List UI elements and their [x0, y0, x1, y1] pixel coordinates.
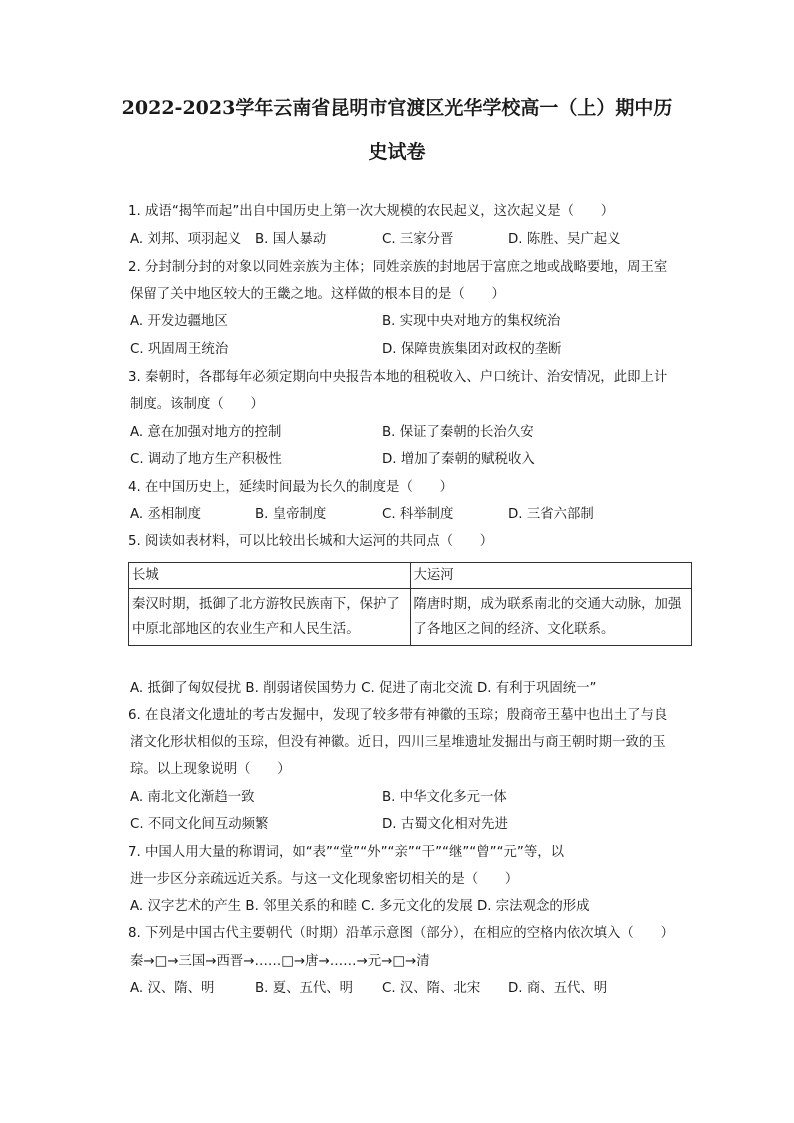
question-8-option-c: C. 汉、隋、北宋: [382, 981, 481, 996]
question-1-option-b: B. 国人暴动: [255, 232, 327, 247]
question-2-option-a: A. 开发边疆地区: [130, 314, 228, 329]
question-1-option-d: D. 陈胜、吴广起义: [508, 232, 621, 247]
question-6-option-a: A. 南北文化渐趋一致: [130, 790, 255, 805]
question-4-option-a: A. 丞相制度: [130, 507, 201, 522]
question-3-option-a: A. 意在加强对地方的控制: [130, 425, 282, 440]
question-6-stem-line-3: 琮。以上现象说明（ ）: [130, 762, 291, 777]
question-1-option-c: C. 三家分晋: [382, 232, 454, 247]
question-5-stem: 5. 阅读如表材料，可以比较出长城和大运河的共同点（ ）: [128, 534, 494, 549]
question-8-sequence: 秦→□→三国→西晋→……□→唐→……→元→□→清: [130, 954, 430, 969]
question-3-option-c: C. 调动了地方生产积极性: [130, 452, 282, 467]
question-7-stem-line-2: 进一步区分亲疏远近关系。与这一文化现象密切相关的是（ ）: [130, 872, 519, 887]
question-6-option-b: B. 中华文化多元一体: [382, 790, 507, 805]
exam-title-line-1: 2022-2023学年云南省昆明市官渡区光华学校高一（上）期中历: [121, 97, 673, 119]
question-8-stem-line-1: 8. 下列是中国古代主要朝代（时期）沿革示意图（部分），在相应的空格内依次填入（ ）: [128, 926, 674, 941]
question-6-option-d: D. 古蜀文化相对先进: [382, 817, 508, 832]
question-3-option-d: D. 增加了秦朝的赋税收入: [382, 452, 535, 467]
question-8-option-d: D. 商、五代、明: [508, 981, 608, 996]
question-4-option-b: B. 皇帝制度: [255, 507, 327, 522]
question-3-option-b: B. 保证了秦朝的长治久安: [382, 425, 534, 440]
question-1-option-a: A. 刘邦、项羽起义: [130, 232, 242, 247]
table-header-great-wall: 长城: [129, 563, 411, 589]
question-2-option-c: C. 巩固周王统治: [130, 342, 229, 357]
question-5-options: A. 抵御了匈奴侵扰 B. 削弱诸侯国势力 C. 促进了南北交流 D. 有利于巩固统一”: [130, 681, 597, 696]
question-4-option-c: C. 科举制度: [382, 507, 454, 522]
table-cell-grand-canal: 隋唐时期，成为联系南北的交通大动脉，加强了各地区之间的经济、文化联系。: [410, 589, 692, 646]
question-8-option-a: A. 汉、隋、明: [130, 981, 215, 996]
question-1-stem: 1. 成语“揭竿而起”出自中国历史上第一次大规模的农民起义，这次起义是（ ）: [128, 204, 615, 219]
question-6-option-c: C. 不同文化间互动频繁: [130, 817, 269, 832]
question-3-stem-line-1: 3. 秦朝时，各郡每年必须定期向中央报告本地的租税收入、户口统计、治安情况，此即上计: [128, 370, 668, 385]
question-4-stem: 4. 在中国历史上，延续时间最为长久的制度是（ ）: [128, 480, 454, 495]
material-table: [128, 562, 692, 646]
question-7-options: A. 汉字艺术的产生 B. 邻里关系的和睦 C. 多元文化的发展 D. 宗法观念的形成: [130, 899, 590, 914]
table-cell-great-wall: 秦汉时期，抵御了北方游牧民族南下，保护了中原北部地区的农业生产和人民生活。: [129, 589, 411, 646]
question-6-stem-line-1: 6. 在良渚文化遗址的考古发掘中，发现了较多带有神徽的玉琮；殷商帝王墓中也出土了与良: [128, 708, 668, 723]
table-header-grand-canal: 大运河: [410, 563, 692, 589]
question-2-option-b: B. 实现中央对地方的集权统治: [382, 314, 561, 329]
question-4-option-d: D. 三省六部制: [508, 507, 594, 522]
question-6-stem-line-2: 渚文化形状相似的玉琮，但没有神徽。近日，四川三星堆遗址发掘出与商王朝时期一致的玉: [130, 735, 666, 750]
question-8-option-b: B. 夏、五代、明: [255, 981, 354, 996]
question-3-stem-line-2: 制度。该制度（ ）: [130, 397, 264, 412]
question-2-stem-line-2: 保留了关中地区较大的王畿之地。这样做的根本目的是（ ）: [130, 287, 505, 302]
question-2-stem-line-1: 2. 分封制分封的对象以同姓亲族为主体；同姓亲族的封地居于富庶之地或战略要地，周王室: [128, 260, 668, 275]
exam-title-line-2: 史试卷: [368, 141, 426, 163]
question-2-option-d: D. 保障贵族集团对政权的垄断: [382, 342, 562, 357]
question-7-stem-line-1: 7. 中国人用大量的称谓词，如“表”“堂”“外”“亲”“干”“继”“曾”“元”等，以: [128, 845, 565, 860]
